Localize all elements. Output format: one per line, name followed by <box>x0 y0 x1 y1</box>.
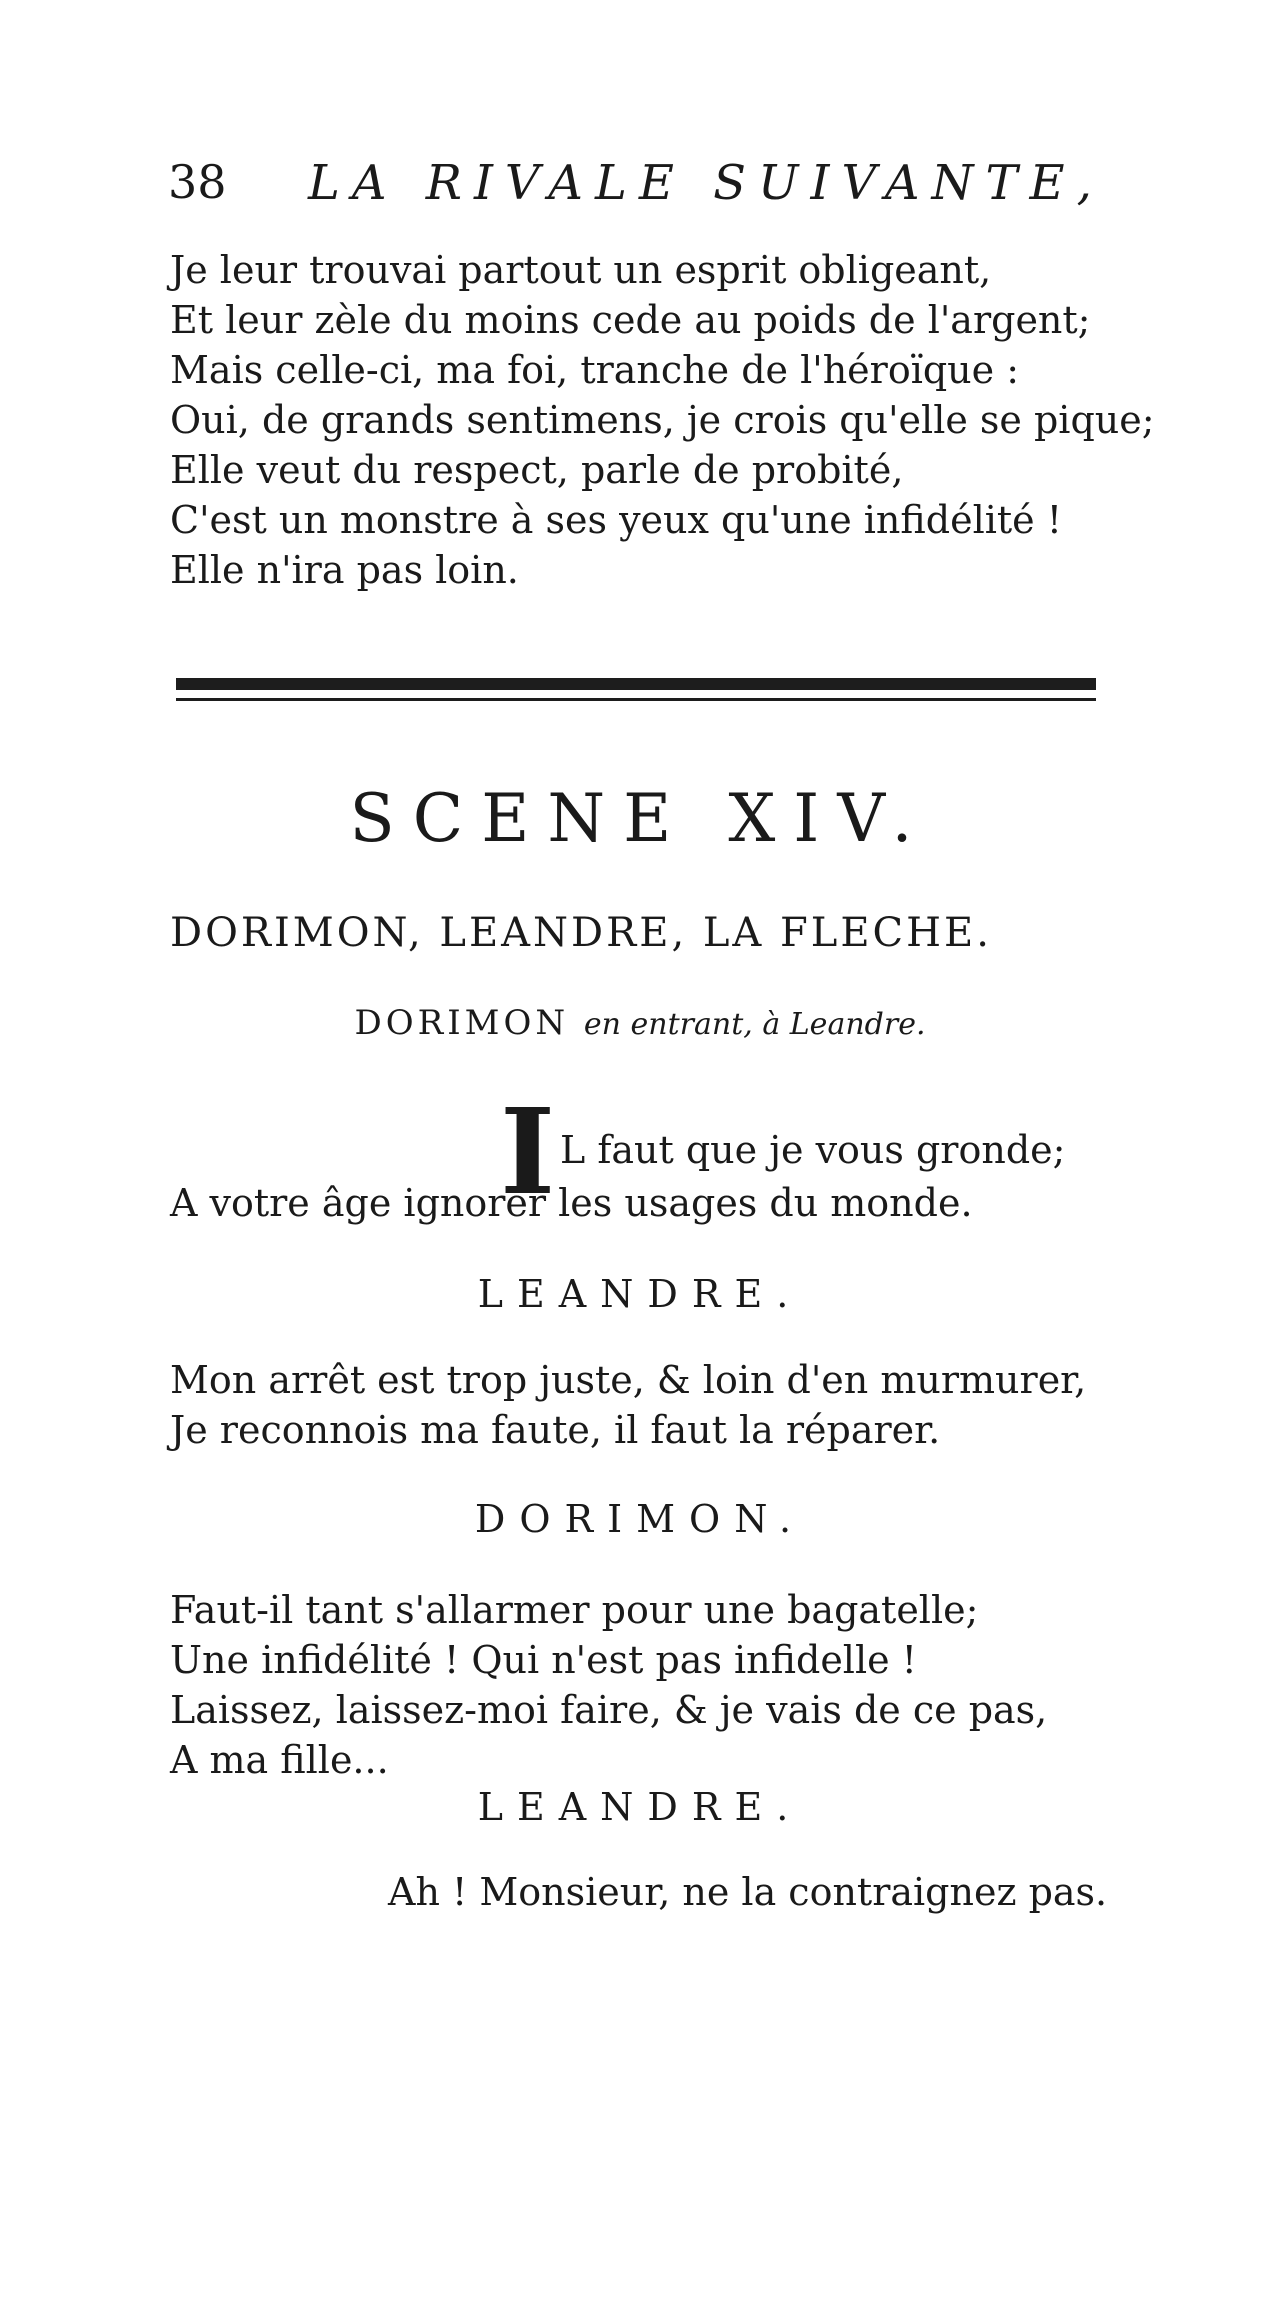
verse-line: Elle n'ira pas loin. <box>170 548 519 592</box>
verse-opening <box>170 245 1155 595</box>
verse-line: Mais celle-ci, ma foi, tranche de l'héroïque : <box>170 348 1020 392</box>
scene-title: SCENE XIV. <box>349 780 931 857</box>
verse-line: Mon arrêt est trop juste, & loin d'en murmurer, <box>170 1358 1087 1402</box>
divider-thin-rule <box>176 698 1096 701</box>
verse-line: Je leur trouvai partout un esprit obligeant, <box>170 248 992 292</box>
verse-line: Et leur zèle du moins cede au poids de l'argent; <box>170 298 1091 342</box>
verse-line: A ma fille... <box>170 1738 389 1782</box>
speaker-name: LEANDRE. <box>477 1785 803 1829</box>
section-divider <box>176 678 1096 706</box>
verse-line: Oui, de grands sentimens, je crois qu'elle se pique; <box>170 398 1155 442</box>
verse-line: Laissez, laissez-moi faire, & je vais de ce pas, <box>170 1688 1048 1732</box>
verse-line: Elle veut du respect, parle de probité, <box>170 448 904 492</box>
speech-dorimon-2 <box>170 1585 1150 1785</box>
speaker-heading <box>0 1003 1280 1043</box>
stage-direction: en entrant, à Leandre. <box>583 1007 926 1042</box>
speaker-name: DORIMON <box>354 1003 570 1043</box>
drop-cap: I <box>500 1082 556 1221</box>
speaker-name: DORIMON. <box>474 1497 806 1541</box>
speaker-name: LEANDRE. <box>477 1272 803 1316</box>
speech-leandre-1 <box>170 1355 1150 1455</box>
running-title: LA RIVALE SUIVANTE, <box>308 155 1104 211</box>
scene-characters: DORIMON, LEANDRE, LA FLECHE. <box>170 910 992 956</box>
verse-line: Je reconnois ma faute, il faut la réparer. <box>170 1408 941 1452</box>
page-number: 38 <box>168 155 227 209</box>
verse-line: A votre âge ignorer les usages du monde. <box>170 1181 973 1225</box>
verse-line: Ah ! Monsieur, ne la contraignez pas. <box>388 1870 1108 1914</box>
page-header <box>168 155 1128 225</box>
speech-dorimon-1 <box>170 1178 1150 1228</box>
verse-line: L faut que je vous gronde; <box>560 1128 1066 1172</box>
verse-line: Une infidélité ! Qui n'est pas infidelle ! <box>170 1638 917 1682</box>
verse-line: C'est un monstre à ses yeux qu'une infidélité ! <box>170 498 1062 542</box>
divider-thick-rule <box>176 678 1096 690</box>
verse-line: Faut-il tant s'allarmer pour une bagatelle; <box>170 1588 979 1632</box>
